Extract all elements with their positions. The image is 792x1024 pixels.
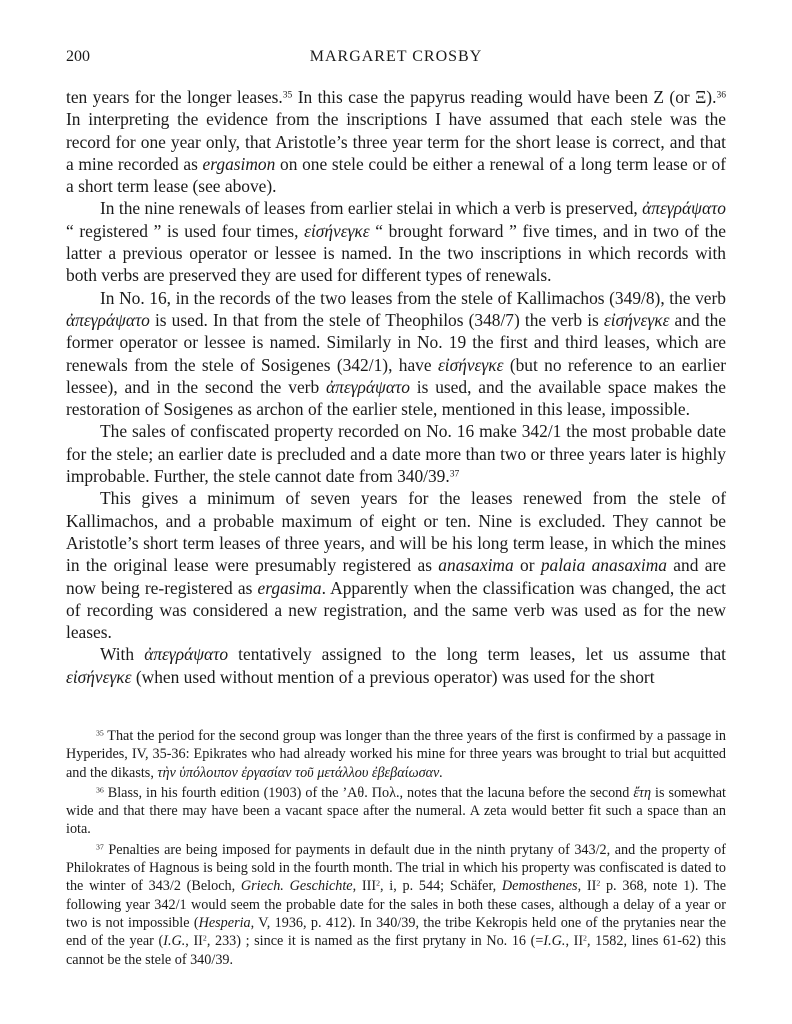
text-run: on one stele could be either a renewal of a long term lease or of a short term lease (see above). (66, 153, 726, 197)
text-run: Blass, in his fourth edition (1903) of the (103, 784, 343, 801)
text-run: This gives a minimum of seven years for the leases renewed from the stele of Kallimachos, and a probable maximum of eight or ten. Nine is excluded. They cannot be Aristotle’s short term leases of three years, and will be his long term lease, in which the mines in the original lease were presumably registered as (66, 488, 726, 576)
text-run: is used. In that from the stele of Theophilos (348/7) the verb is (149, 309, 604, 330)
text-run: tentatively assigned to the long term leases, let us assume that (228, 644, 726, 665)
text-run: With (100, 644, 145, 665)
footnote-35 (66, 727, 726, 782)
edition-superscript: 2 (202, 933, 207, 943)
greek-term: ἀπεγράψατο (326, 376, 410, 397)
footnote-number: 36 (96, 785, 104, 795)
text-run: , i, p. 544; Schäfer, (379, 878, 502, 895)
text-run: and the former operator or lessee is named. Similarly in No. 19 the first and third leases, which are renewals from the stele of Sosigenes (342/1), have (66, 309, 726, 375)
text-run: or (513, 555, 541, 576)
text-run: p. 368, note 1). The following year 342/1 would seem the probable date for the sales in both these cases, although a delay of a year or two is not impossible ( (66, 878, 726, 931)
edition-superscript: 2 (376, 878, 380, 888)
text-run: , V, 1936, p. 412). In 340/39, the tribe Kekropis held one of the prytanies near the end of the year ( (66, 914, 726, 950)
italic-term: ergasima (257, 577, 322, 598)
text-run: “ registered ” is used four times, (66, 220, 305, 241)
text-run: In the nine renewals of leases from earlier stelai in which a verb is preserved, (100, 198, 643, 219)
greek-term: εἰσήνεγκε (437, 354, 504, 375)
text-run: , 233) ; since it is named as the first prytany in No. 16 (= (206, 933, 544, 950)
text-run: , 1582, lines 61-62) this cannot be the stele of 340/39. (66, 933, 726, 968)
text-run: (when used without mention of a previous operator) was used for the short (131, 666, 655, 687)
text-run: ten years for the longer leases. (66, 87, 283, 107)
footnote-number: 37 (96, 842, 104, 852)
text-run: and are now being re-registered as (66, 555, 726, 598)
text-run: In No. 16, in the records of the two leases from the stele of Kallimachos (349/8), the verb (100, 287, 726, 308)
paragraph-6 (66, 643, 726, 688)
text-run: , notes that the lacuna before the second (399, 784, 634, 801)
italic-title: I.G. (543, 933, 566, 950)
text-run: (but no reference to an earlier lessee), and in the second the verb (66, 354, 726, 397)
edition-superscript: 2 (583, 933, 587, 943)
text-run: , III (352, 878, 377, 895)
paragraph-2 (66, 197, 726, 286)
footnote-37 (66, 841, 726, 969)
paragraph-5 (66, 487, 726, 643)
greek-term: ἀπεγράψατο (144, 644, 229, 665)
greek-quote: τὴν ὑπόλοιπον ἐργασίαν τοῦ μετάλλου ἐβεβαίωσαν. (157, 764, 443, 781)
italic-title: Demosthenes (501, 878, 578, 895)
greek-term: εἰσήνεγκε (304, 220, 370, 241)
text-run: is used, and the available space makes the restoration of Sosigenes as archon of the earlier stele, mentioned in this lease, impossible. (66, 376, 727, 420)
text-run: . Apparently when the classification was changed, the act of recording was considered a new registration, and the same verb was used as for the new leases. (66, 577, 726, 643)
text-run: is somewhat wide and that there may have been a vacant space after the numeral. A zeta would better fit such a space than an iota. (66, 784, 726, 838)
greek-term: εἰσήνεγκε (603, 309, 670, 330)
text-run: The sales of confiscated property recorded on No. 16 make 342/1 the most probable date for the stele; an earlier date is precluded and a date more than two or three years later is highly improbable. Further, the stele cannot date from 340/39. (66, 421, 726, 487)
text-run: Penalties are being imposed for payments in default due in the ninth prytany of 343/2, and the property of Philokrates of Hagnous is being sold in the fourth month. The trial in which his property was confiscated is dated to the winter of 343/2 (Beloch, (66, 841, 726, 895)
italic-title: I.G. (163, 933, 186, 950)
greek-term: ἀπεγράψατο (642, 198, 726, 219)
footnote-number: 35 (96, 728, 104, 738)
text-run: In interpreting the evidence from the inscriptions I have assumed that each stele was the record for one year only, that Aristotle’s three year term for the short lease is correct, and that a mine recorded as (66, 109, 726, 174)
text-run: , II (185, 933, 203, 950)
paragraph-4 (66, 420, 726, 487)
footnote-ref-37: 37 (449, 468, 460, 480)
greek-term: ἔτη (633, 784, 652, 801)
italic-term: ergasimon (202, 153, 276, 174)
footnote-ref-36: 36 (716, 89, 726, 101)
running-title: MARGARET CROSBY (309, 48, 483, 65)
text-run: “ brought forward ” five times, and in two of the latter a previous operator or lessee is named. In the two inscriptions in which records with both verbs are preserved they are used for different types of renewals. (66, 220, 727, 286)
italic-title: Hesperia (198, 914, 251, 931)
italic-title: Griech. Geschichte (240, 878, 353, 895)
text-run: In this case the papyrus reading would have been Z (or Ξ). (292, 87, 717, 107)
main-text (66, 86, 726, 688)
footnote-36 (66, 784, 726, 839)
page-number: 200 (66, 48, 90, 65)
text-run: That the period for the second group was longer than the three years of the first is confirmed by a passage in Hyperides, IV, 35-36: Epikrates who had already worked his mine for three years was brought to trial but acquitted and the dikasts, (66, 728, 726, 781)
greek-term: ἀπεγράψατο (66, 309, 150, 330)
footnote-ref-35: 35 (282, 89, 293, 101)
text-run: , II (577, 878, 597, 895)
italic-term: palaia anasaxima (540, 555, 667, 576)
italic-term: anasaxima (438, 555, 514, 576)
text-run: , II (565, 933, 584, 950)
running-header (66, 48, 726, 72)
paragraph-1 (66, 86, 726, 197)
greek-term: εἰσήνεγκε (66, 666, 132, 687)
paragraph-3 (66, 287, 726, 421)
edition-superscript: 2 (596, 878, 601, 888)
greek-title: ’Αθ. Πολ. (342, 784, 400, 801)
footnotes (66, 727, 726, 971)
